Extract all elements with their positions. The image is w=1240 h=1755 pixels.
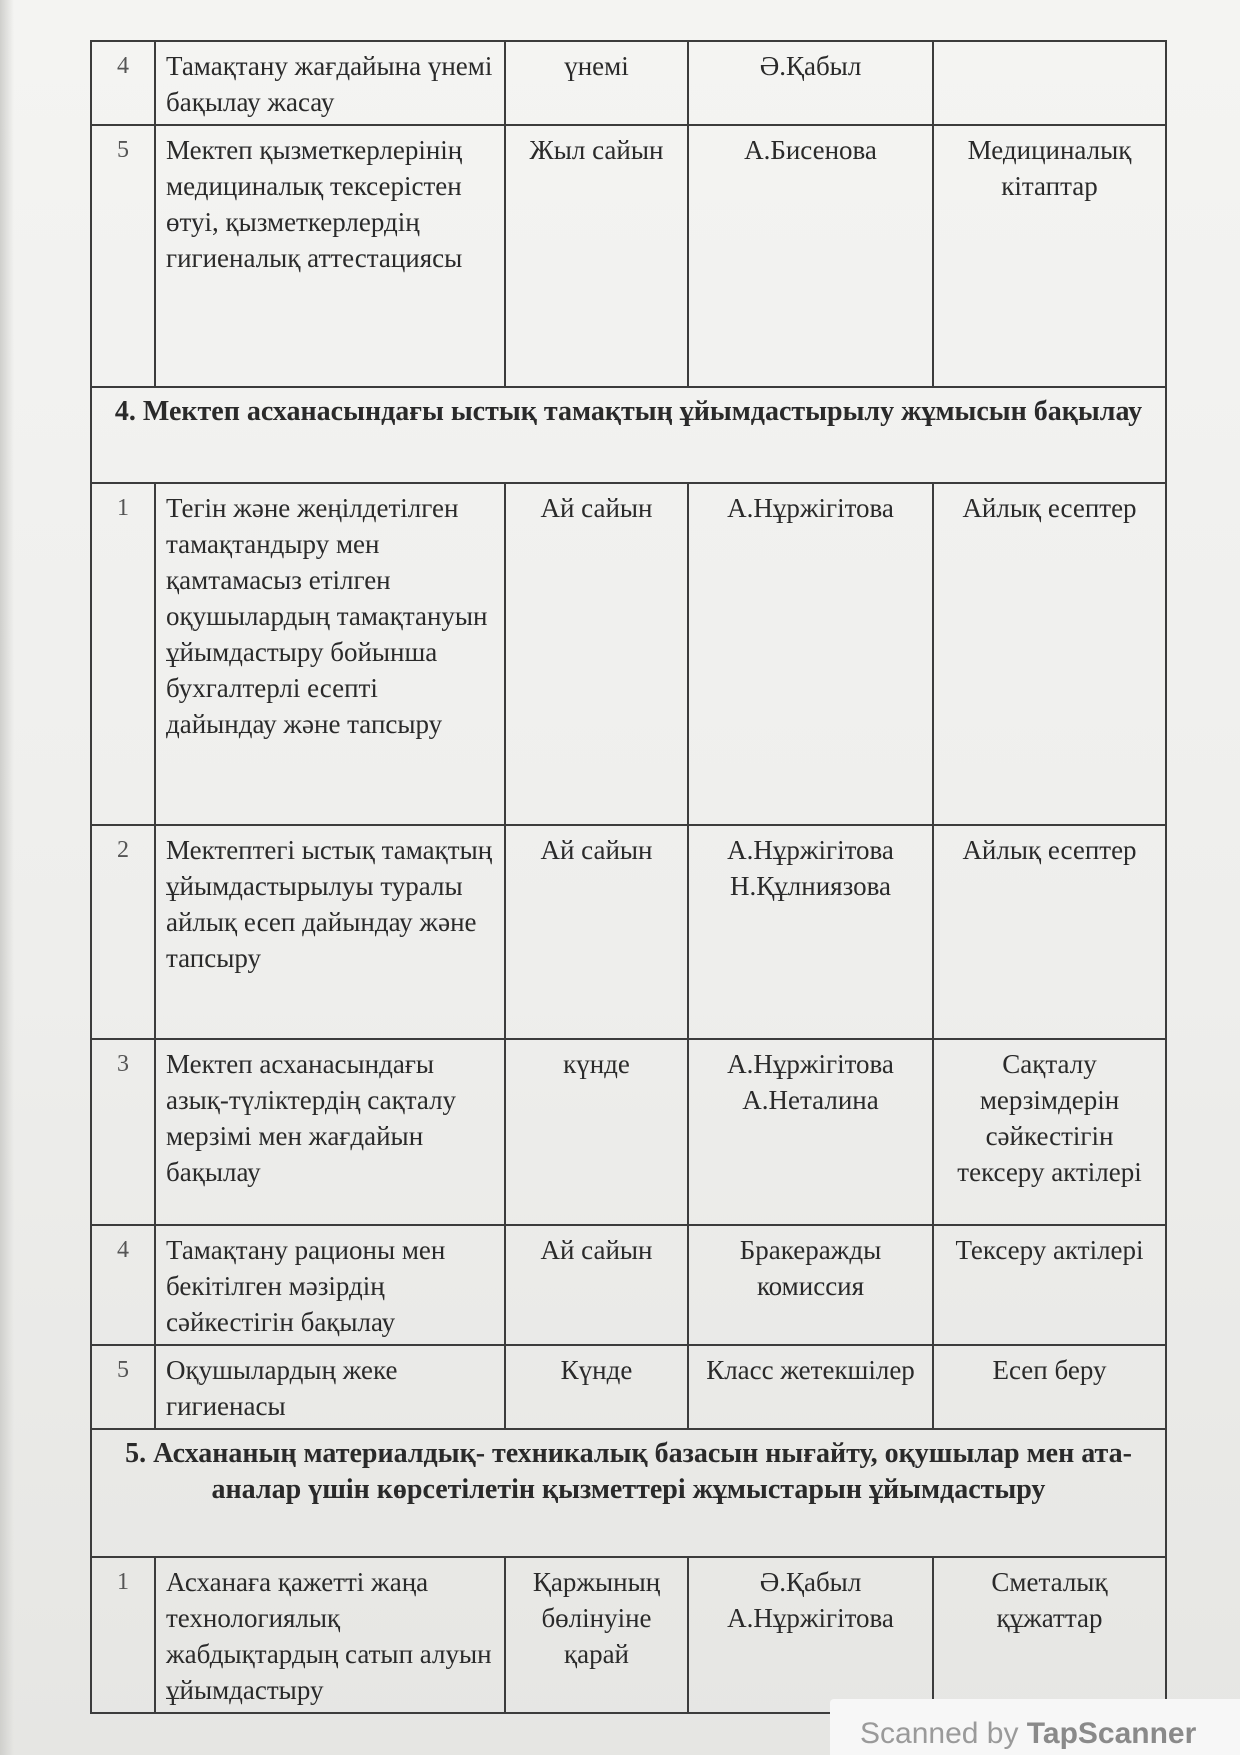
- section-4-title: 4. Мектеп асханасындағы ыстық тамақтың ұйымдастырылу жұмысын бақылау: [91, 387, 1166, 483]
- deadline-cell: Жыл сайын: [505, 125, 688, 387]
- responsible-cell: Бракеражды комиссия: [688, 1225, 933, 1345]
- table-row: [91, 41, 1166, 125]
- row-number: 5: [91, 1345, 155, 1429]
- row-number: 5: [91, 125, 155, 387]
- deadline-cell: күнде: [505, 1039, 688, 1225]
- row-number: 3: [91, 1039, 155, 1225]
- row-number: 2: [91, 825, 155, 1039]
- task-cell: Асханаға қажетті жаңа технологиялық жабдықтардың сатып алуын ұйымдастыру: [155, 1557, 505, 1713]
- table-row: [91, 1039, 1166, 1225]
- task-cell: Мектеп қызметкерлерінің медициналық тексерістен өтуі, қызметкерлердің гигиеналық аттестациясы: [155, 125, 505, 387]
- result-cell: Тексеру актілері: [933, 1225, 1166, 1345]
- deadline-cell: Күнде: [505, 1345, 688, 1429]
- responsible-cell: А.Нұржігітова Н.Құлниязова: [688, 825, 933, 1039]
- result-cell: Сметалық құжаттар: [933, 1557, 1166, 1713]
- table-row: [91, 825, 1166, 1039]
- table-row: [91, 1345, 1166, 1429]
- deadline-cell: үнемі: [505, 41, 688, 125]
- row-number: 1: [91, 1557, 155, 1713]
- task-cell: Мектеп асханасындағы азық-түліктердің сақталу мерзімі мен жағдайын бақылау: [155, 1039, 505, 1225]
- result-cell: Есеп беру: [933, 1345, 1166, 1429]
- row-number: 4: [91, 41, 155, 125]
- responsible-cell: Ә.Қабыл А.Нұржігітова: [688, 1557, 933, 1713]
- section-header-row: [91, 1429, 1166, 1557]
- responsible-cell: А.Бисенова: [688, 125, 933, 387]
- scan-prefix: Scanned by: [860, 1717, 1027, 1750]
- row-number: 1: [91, 483, 155, 825]
- responsible-cell: А.Нұржігітова: [688, 483, 933, 825]
- deadline-cell: Ай сайын: [505, 825, 688, 1039]
- table-row: [91, 125, 1166, 387]
- task-cell: Мектептегі ыстық тамақтың ұйымдастырылуы туралы айлық есеп дайындау және тапсыру: [155, 825, 505, 1039]
- page-edge-shadow: [0, 0, 14, 1755]
- scan-brand: TapScanner: [1026, 1717, 1197, 1750]
- deadline-cell: Қаржының бөлінуіне қарай: [505, 1557, 688, 1713]
- table-row: [91, 483, 1166, 825]
- responsible-cell: Класс жетекшілер: [688, 1345, 933, 1429]
- task-cell: Тегін және жеңілдетілген тамақтандыру мен қамтамасыз етілген оқушылардың тамақтануын ұйымдастыру бойынша бухгалтерлі есепті дайындау және тапсыру: [155, 483, 505, 825]
- result-cell: [933, 41, 1166, 125]
- deadline-cell: Ай сайын: [505, 483, 688, 825]
- task-cell: Тамақтану жағдайына үнемі бақылау жасау: [155, 41, 505, 125]
- section-header-row: [91, 387, 1166, 483]
- plan-table: [90, 40, 1167, 1714]
- section-5-title: 5. Асхананың материалдық- техникалық базасын нығайту, оқушылар мен ата-аналар үшін көрсетілетін қызметтері жұмыстарын ұйымдастыру: [91, 1429, 1166, 1557]
- table-row: [91, 1225, 1166, 1345]
- deadline-cell: Ай сайын: [505, 1225, 688, 1345]
- result-cell: Айлық есептер: [933, 825, 1166, 1039]
- scanner-watermark: [830, 1699, 1240, 1755]
- result-cell: Айлық есептер: [933, 483, 1166, 825]
- responsible-cell: Ә.Қабыл: [688, 41, 933, 125]
- result-cell: Сақталу мерзімдерін сәйкестігін тексеру актілері: [933, 1039, 1166, 1225]
- responsible-cell: А.Нұржігітова А.Неталина: [688, 1039, 933, 1225]
- result-cell: Медициналық кітаптар: [933, 125, 1166, 387]
- task-cell: Оқушылардың жеке гигиенасы: [155, 1345, 505, 1429]
- row-number: 4: [91, 1225, 155, 1345]
- task-cell: Тамақтану рационы мен бекітілген мәзірдің сәйкестігін бақылау: [155, 1225, 505, 1345]
- table-row: [91, 1557, 1166, 1713]
